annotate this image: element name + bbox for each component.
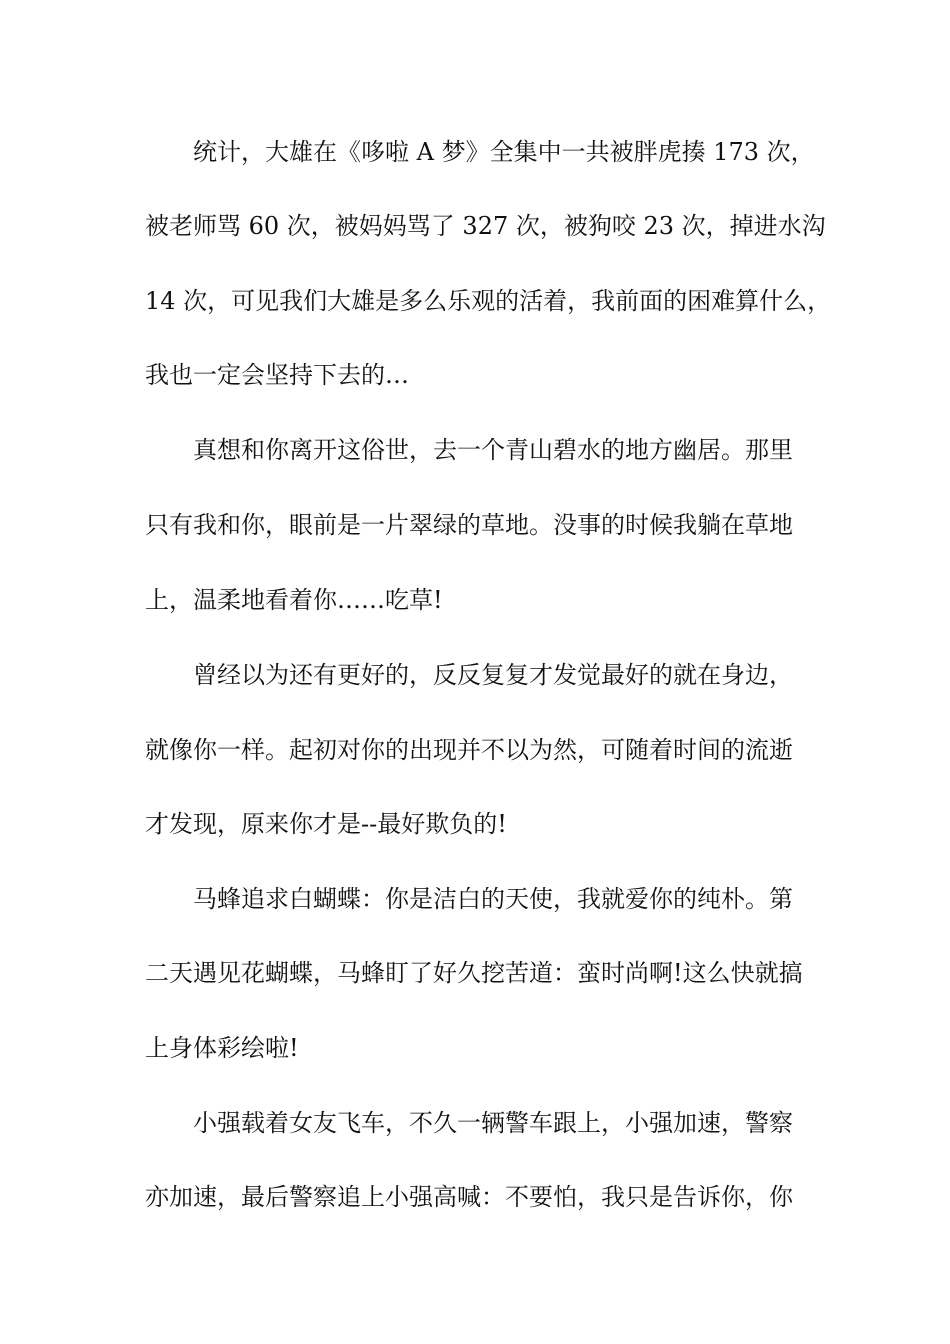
paragraph-3-line-1: 曾经以为还有更好的，反反复复才发觉最好的就在身边，: [193, 661, 793, 689]
paragraph-2-line-1: 真想和你离开这俗世，去一个青山碧水的地方幽居。那里: [193, 436, 793, 464]
paragraph-1-line-2: 被老师骂 60 次，被妈妈骂了 327 次，被狗咬 23 次，掉进水沟: [145, 212, 826, 240]
paragraph-3-line-3: 才发现，原来你才是--最好欺负的!: [145, 810, 507, 838]
paragraph-1-line-3: 14 次，可见我们大雄是多么乐观的活着，我前面的困难算什么，: [145, 287, 832, 315]
paragraph-1-line-4: 我也一定会坚持下去的…: [145, 361, 409, 389]
paragraph-4-line-3: 上身体彩绘啦!: [145, 1034, 299, 1062]
paragraph-4-line-1: 马蜂追求白蝴蝶：你是洁白的天使，我就爱你的纯朴。第: [193, 885, 793, 913]
paragraph-2-line-3: 上，温柔地看着你……吃草!: [145, 586, 443, 614]
paragraph-5-line-1: 小强载着女友飞车，不久一辆警车跟上，小强加速，警察: [193, 1109, 793, 1137]
paragraph-3-line-2: 就像你一样。起初对你的出现并不以为然，可随着时间的流逝: [145, 736, 793, 764]
paragraph-1-line-1: 统计，大雄在《哆啦 A 梦》全集中一共被胖虎揍 173 次，: [193, 138, 815, 166]
paragraph-5-line-2: 亦加速，最后警察追上小强高喊：不要怕，我只是告诉你，你: [145, 1183, 793, 1211]
paragraph-4-line-2: 二天遇见花蝴蝶，马蜂盯了好久挖苦道：蛮时尚啊!这么快就搞: [145, 959, 803, 987]
paragraph-2-line-2: 只有我和你，眼前是一片翠绿的草地。没事的时候我躺在草地: [145, 511, 793, 539]
